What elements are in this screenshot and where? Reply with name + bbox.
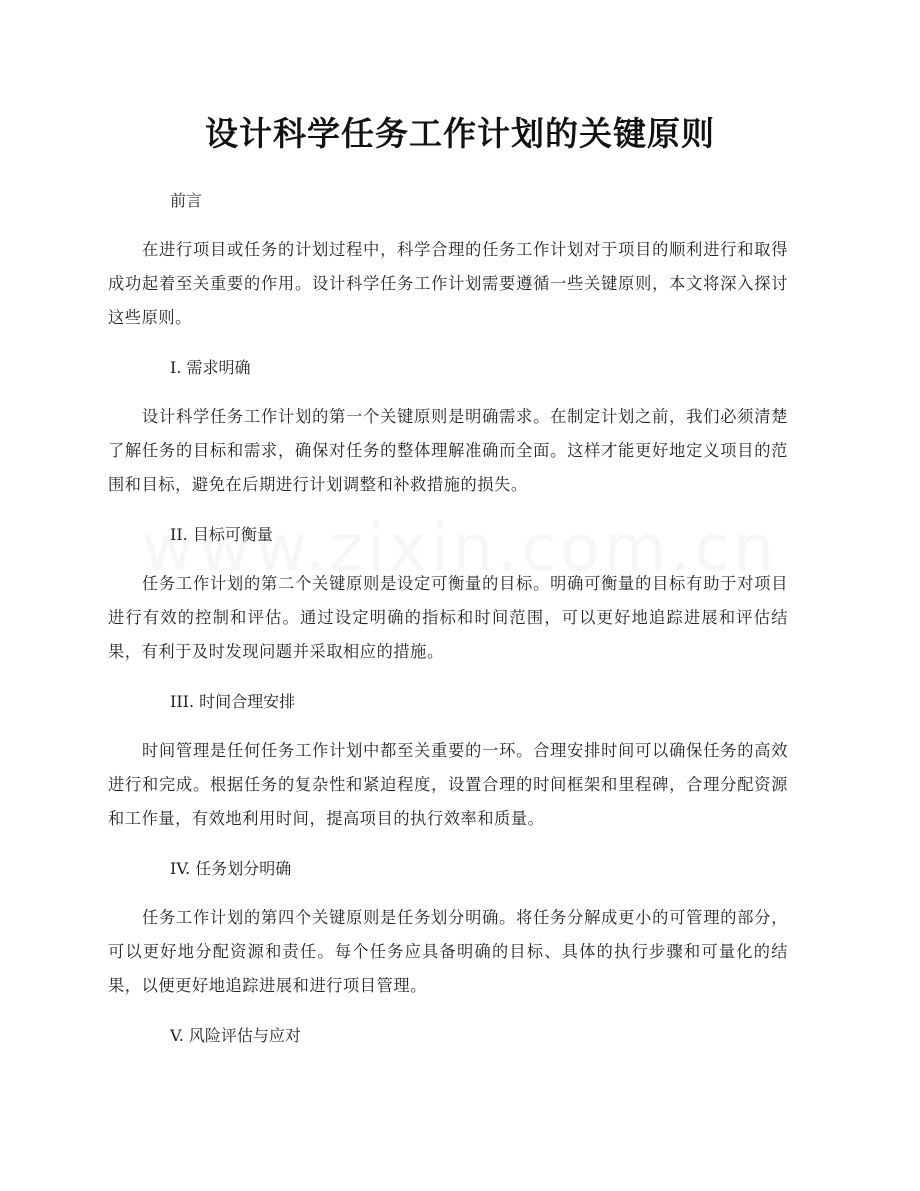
page-title: 设计科学任务工作计划的关键原则 — [205, 114, 715, 153]
section-paragraph-2: 任务工作计划的第二个关键原则是设定可衡量的目标。明确可衡量的目标有助于对项目进行有效的控制和评估。通过设定明确的指标和时间范围，可以更好地追踪进展和评估结果，有利于及时发现问题并采取相应的措施。 — [108, 574, 788, 661]
section-paragraph-4: 任务工作计划的第四个关键原则是任务划分明确。将任务分解成更小的可管理的部分，可以更好地分配资源和责任。每个任务应具备明确的目标、具体的执行步骤和可量化的结果，以便更好地追踪进展和进行项目管理。 — [108, 908, 788, 995]
section-heading-1: I. 需求明确 — [170, 358, 251, 377]
section-heading-3: III. 时间合理安排 — [170, 692, 296, 711]
section-paragraph-1: 设计科学任务工作计划的第一个关键原则是明确需求。在制定计划之前，我们必须清楚了解任务的目标和需求，确保对任务的整体理解准确而全面。这样才能更好地定义项目的范围和目标，避免在后期进行计划调整和补救措施的损失。 — [108, 407, 788, 494]
section-paragraph-preface: 在进行项目或任务的计划过程中，科学合理的任务工作计划对于项目的顺利进行和取得成功起着至关重要的作用。设计科学任务工作计划需要遵循一些关键原则，本文将深入探讨这些原则。 — [108, 240, 788, 327]
section-heading-2: II. 目标可衡量 — [170, 525, 273, 544]
document-body — [108, 184, 788, 1053]
section-heading-preface: 前言 — [170, 191, 203, 210]
section-paragraph-3: 时间管理是任何任务工作计划中都至关重要的一环。合理安排时间可以确保任务的高效进行和完成。根据任务的复杂性和紧迫程度，设置合理的时间框架和里程碑，合理分配资源和工作量，有效地利用时间，提高项目的执行效率和质量。 — [108, 741, 788, 828]
section-heading-4: IV. 任务划分明确 — [170, 859, 292, 878]
section-heading-5: V. 风险评估与应对 — [170, 1026, 301, 1045]
